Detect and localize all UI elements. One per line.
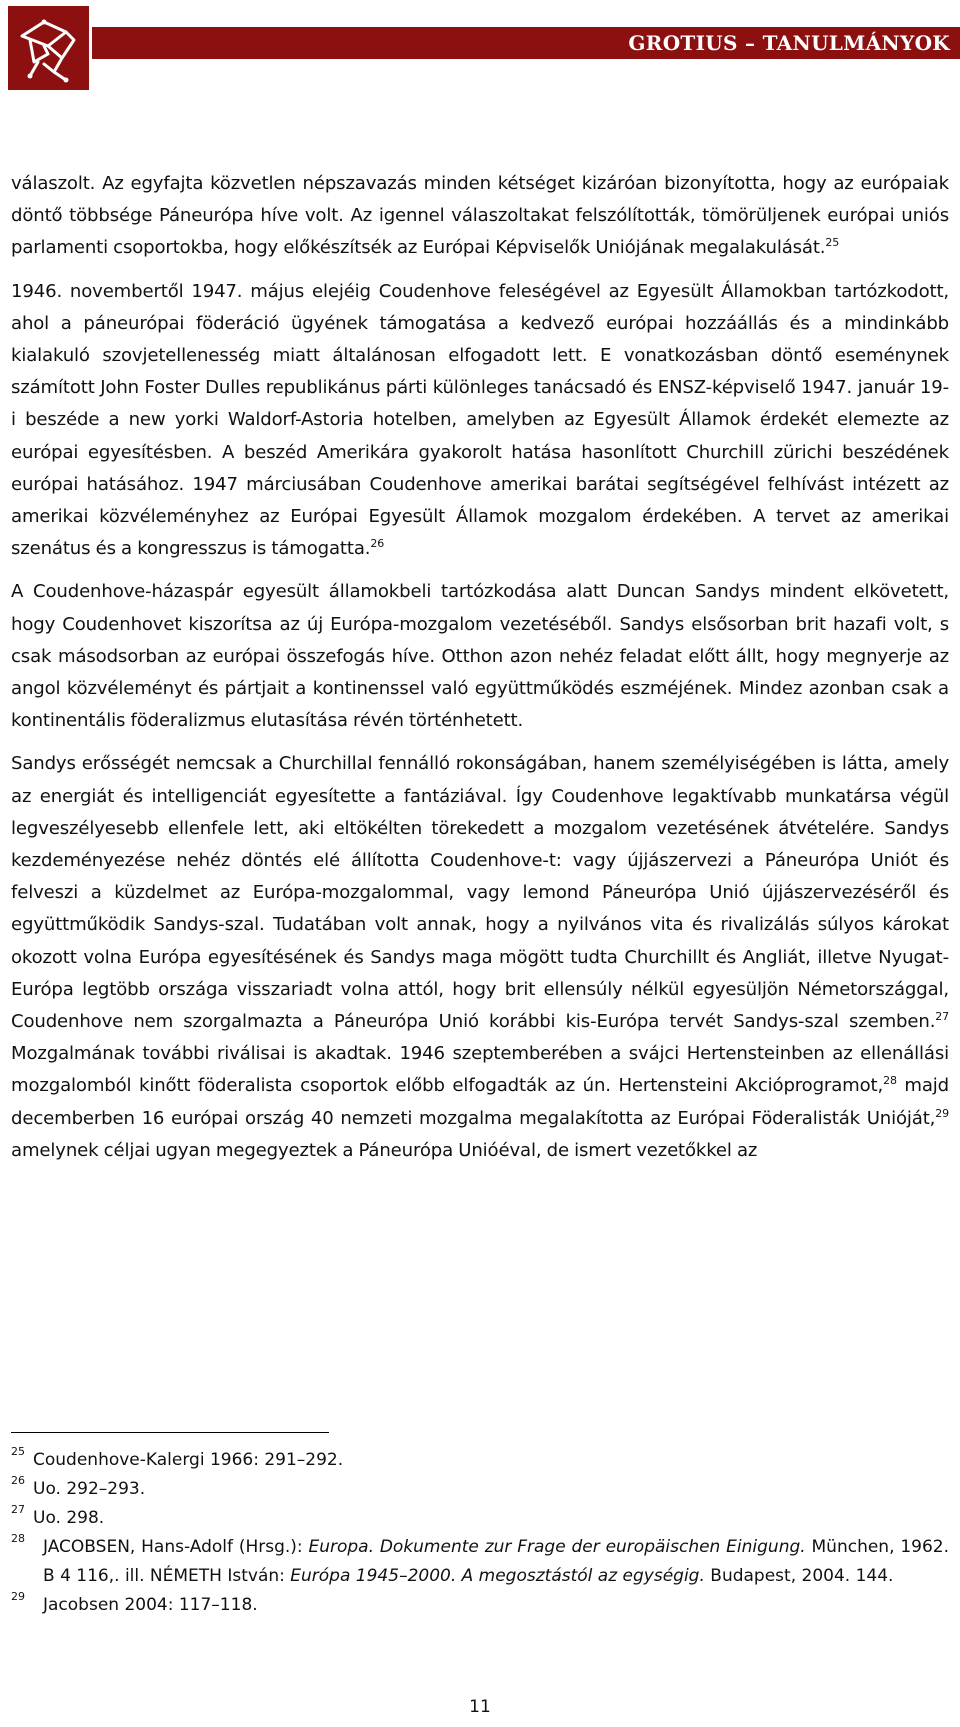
footnote-reference: 27 <box>935 1010 949 1024</box>
italic-title: Europa. Dokumente zur Frage der europäischen Einigung. <box>308 1537 806 1557</box>
footnote-reference: 28 <box>883 1074 897 1088</box>
footnote-reference: 25 <box>825 236 840 250</box>
footnote <box>11 1533 949 1591</box>
paragraph <box>11 276 949 566</box>
header-band <box>92 27 960 59</box>
paragraph <box>11 748 949 1167</box>
text-run: Sandys erősségét nemcsak a Churchillal fennálló rokonságában, hanem személyiségében is látta, amely az energiát és intelligenciát egyesítette a fantáziával. Így Coudenhove legaktívabb munkatársa végül legveszélyesebb ellenfele lett, aki eltökélten törekedett a mozgalom vezetésének átvételére. Sandys kezdeményezése nehéz döntés elé állította Coudenhove-t: vagy újjászervezi a Páneurópa Uniót és felveszi a küzdelmet az Európa-mozgalommal, vagy lemond Páneurópa Unió újjászervezéséről és együttműködik Sandys-szal. Tudatában volt annak, hogy a nyilvános vita és rivalizálás súlyos károkat okozott volna Európa egyesítésének és Sandys maga mögött tudta Churchillt és Angliát, illetve Nyugat-Európa legtöbb országa visszariadt volna attól, hogy brit ellensúly nélkül egyesüljön Németországgal, Coudenhove nem szorgalmazta a Páneurópa Unió korábbi kis-Európa tervét Sandys-szal szemben. <box>11 753 949 1033</box>
footnote <box>11 1475 949 1504</box>
text-run: válaszolt. Az egyfajta közvetlen népszavazás minden kétséget kizáróan bizonyította, hogy az európaiak döntő többsége Páneurópa híve volt. Az igennel válaszoltakat felszólították, tömörüljenek európai uniós parlamenti csoportokba, hogy előkészítsék az Európai Képviselők Uniójának megalakulását. <box>11 173 949 259</box>
text-run: JACOBSEN, Hans-Adolf (Hrsg.): <box>43 1537 309 1557</box>
footnote-number: 29 <box>11 1590 25 1603</box>
text-run: Budapest, 2004. 144. <box>704 1566 894 1586</box>
text-run: Uo. 292–293. <box>33 1479 146 1499</box>
footnote-reference: 26 <box>370 537 385 551</box>
journal-title: GROTIUS – TANULMÁNYOK <box>628 31 950 55</box>
text-run: Coudenhove-Kalergi 1966: 291–292. <box>33 1450 344 1470</box>
text-run: Uo. 298. <box>33 1508 105 1528</box>
text-run: A Coudenhove-házaspár egyesült államokbeli tartózkodása alatt Duncan Sandys mindent elkövetett, hogy Coudenhovet kiszorítsa az új Európa-mozgalom vezetéséből. Sandys elsősorban brit hazafi volt, s csak másodsorban az európai összefogás híve. Otthon azon nehéz feladat előtt állt, hogy megnyerje az angol közvéleményt és pártjait a kontinenssel való együttműködés eszméjének. Mindez azonban csak a kontinentális föderalizmus elutasítása révén történhetett. <box>11 581 949 732</box>
paragraph <box>11 576 949 737</box>
footnote-separator <box>11 1432 329 1433</box>
text-run: majd decemberben 16 európai ország 40 nemzeti mozgalma megalakította az Európai Föderalisták Unióját, <box>11 1075 949 1129</box>
footnote-number: 28 <box>11 1532 25 1545</box>
text-run: amelynek céljai ugyan megegyeztek a Páneurópa Unióéval, de ismert vezetőkkel az <box>11 1139 758 1161</box>
paragraph <box>11 168 949 265</box>
footnote <box>11 1591 949 1620</box>
text-run: 1946. novembertől 1947. május elejéig Coudenhove feleségével az Egyesült Államokban tartózkodott, ahol a páneurópai föderáció ügyének támogatása a kedvező európai hozzáállás és a mindinkább kialakuló szovjetellenesség miatt általánosan elfogadott lett. E vonatkozásban döntő eseménynek számított John Foster Dulles republikánus párti különleges tanácsadó és ENSZ-képviselő 1947. január 19-i beszéde a new yorki Waldorf-Astoria hotelben, amelyben az Egyesült Államok érdekét elemezte az európai egyesítésben. A beszéd Amerikára gyakorolt hatása hasonlított Churchill zürichi beszédének európai hatásához. 1947 márciusában Coudenhove amerikai barátai segítségével felhívást intézett az amerikai közvéleményhez az Európai Egyesült Államok mozgalom érdekében. A tervet az amerikai szenátus és a kongresszus is támogatta. <box>11 280 949 560</box>
page-number: 11 <box>469 1697 491 1717</box>
italic-title: Európa 1945–2000. A megosztástól az egységig. <box>290 1566 705 1586</box>
footnote <box>11 1446 949 1475</box>
footnote-number: 27 <box>11 1503 25 1516</box>
footnotes <box>11 1446 949 1620</box>
seal-scroll-logo-icon <box>8 6 89 90</box>
footnote-reference: 29 <box>935 1106 949 1120</box>
page-header <box>0 0 960 95</box>
article-body <box>11 168 949 1178</box>
text-run: München, 1962. B 4 116,. ill. NÉMETH István: <box>43 1537 949 1586</box>
footnote-number: 26 <box>11 1474 25 1487</box>
text-run: Jacobsen 2004: 117–118. <box>43 1595 258 1615</box>
footnote-number: 25 <box>11 1445 25 1458</box>
footnote <box>11 1504 949 1533</box>
text-run: Mozgalmának további riválisai is akadtak. 1946 szeptemberében a svájci Hertensteinben az ellenállási mozgalomból kinőtt föderalista csoportok előbb elfogadták az ún. Hertensteini Akcióprogramot, <box>11 1043 949 1097</box>
